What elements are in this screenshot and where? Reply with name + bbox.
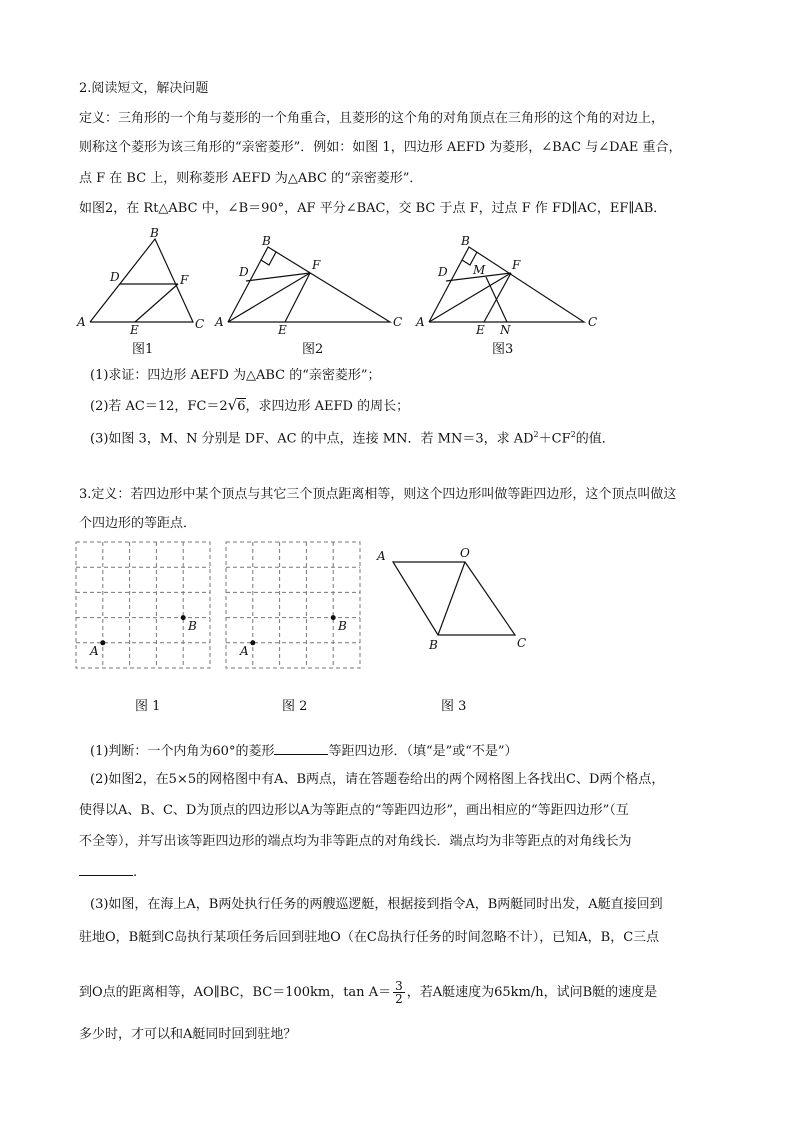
- grid1-point-B: [181, 615, 186, 620]
- fig3-label-B: B: [461, 234, 470, 248]
- grid2-point-B: [331, 615, 336, 620]
- problem2-heading: 2.阅读短文，解决问题: [79, 81, 209, 96]
- problem2-figure1: [70, 222, 215, 340]
- fig2-label-E: E: [278, 323, 287, 337]
- problem2-question2: (2)若 AC＝12，FC＝2√6，求四边形 AEFD 的周长；: [90, 396, 410, 414]
- answer-blank-2[interactable]: [79, 863, 133, 876]
- fig1-label-A: A: [77, 315, 86, 329]
- problem2-caption-fig3: 图3: [492, 342, 514, 357]
- grid1-point-A: [100, 640, 105, 645]
- grid1-label-B: B: [188, 619, 197, 633]
- problem2-question3: (3)如图 3，M、N 分别是 DF、AC 的中点，连接 MN．若 MN＝3，求 $AD^2+CF^2$的值．: [90, 430, 615, 447]
- fig1-label-D: D: [110, 270, 120, 284]
- problem2-definition-line2: 则称这个菱形为该三角形的“亲密菱形”．例如：如图 1，四边形 AEFD 为菱形，∠BAC 与∠DAE 重合，: [79, 140, 682, 155]
- grid2-label-B: B: [338, 619, 347, 633]
- problem2-definition-line3: 点 F 在 BC 上，则称菱形 AEFD 为△ABC 的“亲密菱形”．: [79, 171, 423, 186]
- problem3-question3-line1: (3)如图，在海上A，B两处执行任务的两艘巡逻艇，根据接到指令A，B两艇同时出发，A艇直接回到: [90, 897, 663, 912]
- fig3-label-A: A: [377, 549, 386, 563]
- fig3-label-M: M: [473, 263, 486, 277]
- fig2-label-D: D: [239, 265, 249, 279]
- fig2-label-F: F: [312, 258, 321, 272]
- fraction-three-halves: $\frac{3}{2}$: [395, 979, 403, 1006]
- problem3-grid1: [70, 538, 220, 670]
- problem3-question3-line2: 驻地O，B艇到C岛执行某项任务后回到驻地O（在C岛执行任务的时间忽略不计），已知A，B，C三点: [79, 930, 660, 945]
- problem2-figure3: [416, 228, 616, 340]
- grid2-label-A: A: [240, 644, 249, 658]
- problem2-caption-fig2: 图2: [302, 342, 324, 357]
- problem2-given: 如图2，在 Rt△ABC 中，∠B＝90°，AF 平分∠BAC，交 BC 于点 F，过点 F 作 FD∥AC，EF∥AB．: [79, 201, 667, 216]
- fig3-label-F: F: [512, 258, 521, 272]
- problem3-question2-line2: 使得以A、B、C、D为顶点的四边形以A为等距点的“等距四边形”，画出相应的“等距四边形”（互: [79, 803, 629, 818]
- problem3-question3-line4: 多少时，才可以和A艇同时回到驻地？: [79, 1027, 297, 1042]
- grid1-label-A: A: [90, 644, 99, 658]
- fig3-label-C: C: [517, 636, 527, 650]
- fig2-label-C: C: [393, 315, 403, 329]
- answer-blank-1[interactable]: [274, 742, 328, 755]
- problem3-question3-line3: 到O点的距离相等，AO∥BC，BC＝100km，tan A＝ $\frac{3}{2}$ ，若A艇速度为65km/h，试问B艇的速度是: [79, 979, 658, 1006]
- fig3-label-O: O: [460, 546, 470, 560]
- fig2-label-A: A: [215, 315, 224, 329]
- problem3-caption-fig3: 图 3: [441, 699, 467, 714]
- fig1-label-C: C: [195, 317, 205, 331]
- problem3-grid2: [220, 538, 370, 670]
- problem3-figure3: [372, 540, 542, 655]
- problem3-heading-line2: 个四边形的等距点．: [79, 516, 197, 531]
- fig1-label-E: E: [130, 323, 139, 337]
- problem3-question1: (1)判断：一个内角为60°的菱形 等距四边形．（填“是”或“不是”）: [90, 744, 518, 759]
- fig3-label-C: C: [588, 315, 598, 329]
- fig3-label-A: A: [416, 315, 425, 329]
- problem3-caption-fig2: 图 2: [282, 699, 308, 714]
- problem2-definition-line1: 定义：三角形的一个角与菱形的一个角重合，且菱形的这个角的对角顶点在三角形的这个角的对边上，: [79, 111, 665, 126]
- problem2-question1: (1)求证：四边形 AEFD 为△ABC 的“亲密菱形”；: [90, 368, 381, 383]
- problem3-question2-line4: .: [79, 863, 137, 882]
- problem3-question2-line1: (2)如图2，在5×5的网格图中有A、B两点，请在答题卷给出的两个网格图上各找出C、D两个格点，: [90, 772, 665, 787]
- problem3-caption-fig1: 图 1: [135, 699, 161, 714]
- fig2-label-B: B: [262, 234, 271, 248]
- fig3-label-E: E: [476, 323, 485, 337]
- fig1-label-F: F: [180, 273, 189, 287]
- fig3-label-N: N: [500, 323, 511, 337]
- problem3-question2-line3: 不全等），并写出该等距四边形的端点均为非等距点的对角线长．端点均为非等距点的对角线长为: [79, 834, 632, 849]
- problem2-caption-fig1: 图1: [132, 342, 154, 357]
- fig1-label-B: B: [150, 226, 159, 240]
- fig3-label-B: B: [429, 638, 438, 652]
- problem2-figure2: [212, 228, 412, 340]
- grid2-point-A: [250, 640, 255, 645]
- fig3-label-D: D: [438, 265, 448, 279]
- problem3-heading: 3.定义：若四边形中某个顶点与其它三个顶点距离相等，则这个四边形叫做等距四边形，这个顶点叫做这: [79, 487, 677, 502]
